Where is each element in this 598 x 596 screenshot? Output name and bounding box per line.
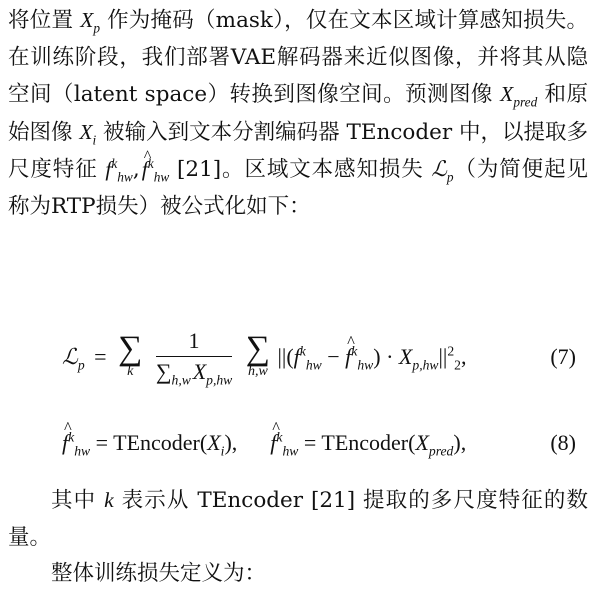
para1-text-6: （为简便起见称为RTP损失）被公式化如下： <box>8 157 588 219</box>
var-X-pred: $X_{pred}$ <box>500 82 538 110</box>
paragraph-1: 将位置 $X_p$ 作为掩码（mask），仅在文本区域计算感知损失。在训练阶段，我们部署VAE解码器来近似图像，并将其从隐空间（latent space）转换到图像空间。预测图像 $X_{pred}$ 和原始图像 $X_i$ 被输入到文本分割编码器 TEncoder 中，以提取多尺度特征 $f^k_{hw}$, ^ $f^k_{hw}$ [21]。区域文本感知损失 ℒ$_p$（为简便起见称为RTP损失）被公式化如下： <box>8 2 588 225</box>
var-f-hw-k: $f^k_{hw}$ <box>105 155 133 185</box>
var-L-p: ℒ$_p$ <box>431 157 454 185</box>
para1-text-1: 将位置 <box>8 8 81 33</box>
para1-text-3: 和原始图像 <box>8 82 588 145</box>
var-k: k <box>104 488 114 512</box>
var-fhat-hw-k: ^ $f^k_{hw}$ <box>142 157 169 181</box>
var-X-p: $X_p$ <box>80 8 101 36</box>
paragraph-3: 整体训练损失定义为： <box>51 561 267 586</box>
fraction: $\frac{1}{\sum_{h,w} X_{p,hw}}$ <box>155 328 233 388</box>
equation-7: ℒ$_p$ = ∑ k $\frac{1}{\sum_{h,w} X_{p,hw}}$ ∑ h,w $||(f^k_{hw}$ − ^ $f^k_{hw}) \cdot X_{p,hw}||^2_2$, (7) <box>0 322 598 402</box>
equation-number: (8) <box>550 430 576 455</box>
para1-text-4: 被输入到文本分割编码器 TEncoder 中，以提取多尺度特征 <box>8 119 588 182</box>
paragraph-2: 其中 k 表示从 TEncoder [21] 提取的多尺度特征的数量。 <box>8 488 588 550</box>
para1-text-2: 作为掩码（mask），仅在文本区域计算感知损失。在训练阶段，我们部署VAE解码器来近似图像，并将其从隐空间（latent space）转换到图像空间。预测图像 <box>8 8 588 107</box>
var-X-i: $X_i$ <box>79 119 97 147</box>
para1-text-5: [21]。区域文本感知损失 <box>169 157 432 182</box>
equation-8: ^ $f^k_{hw}$ = $TEncoder(X_i)$, ^ $f^k_{hw}$ = $TEncoder(X_{pred})$, (8) <box>0 424 598 464</box>
equation-number: (7) <box>550 344 576 369</box>
